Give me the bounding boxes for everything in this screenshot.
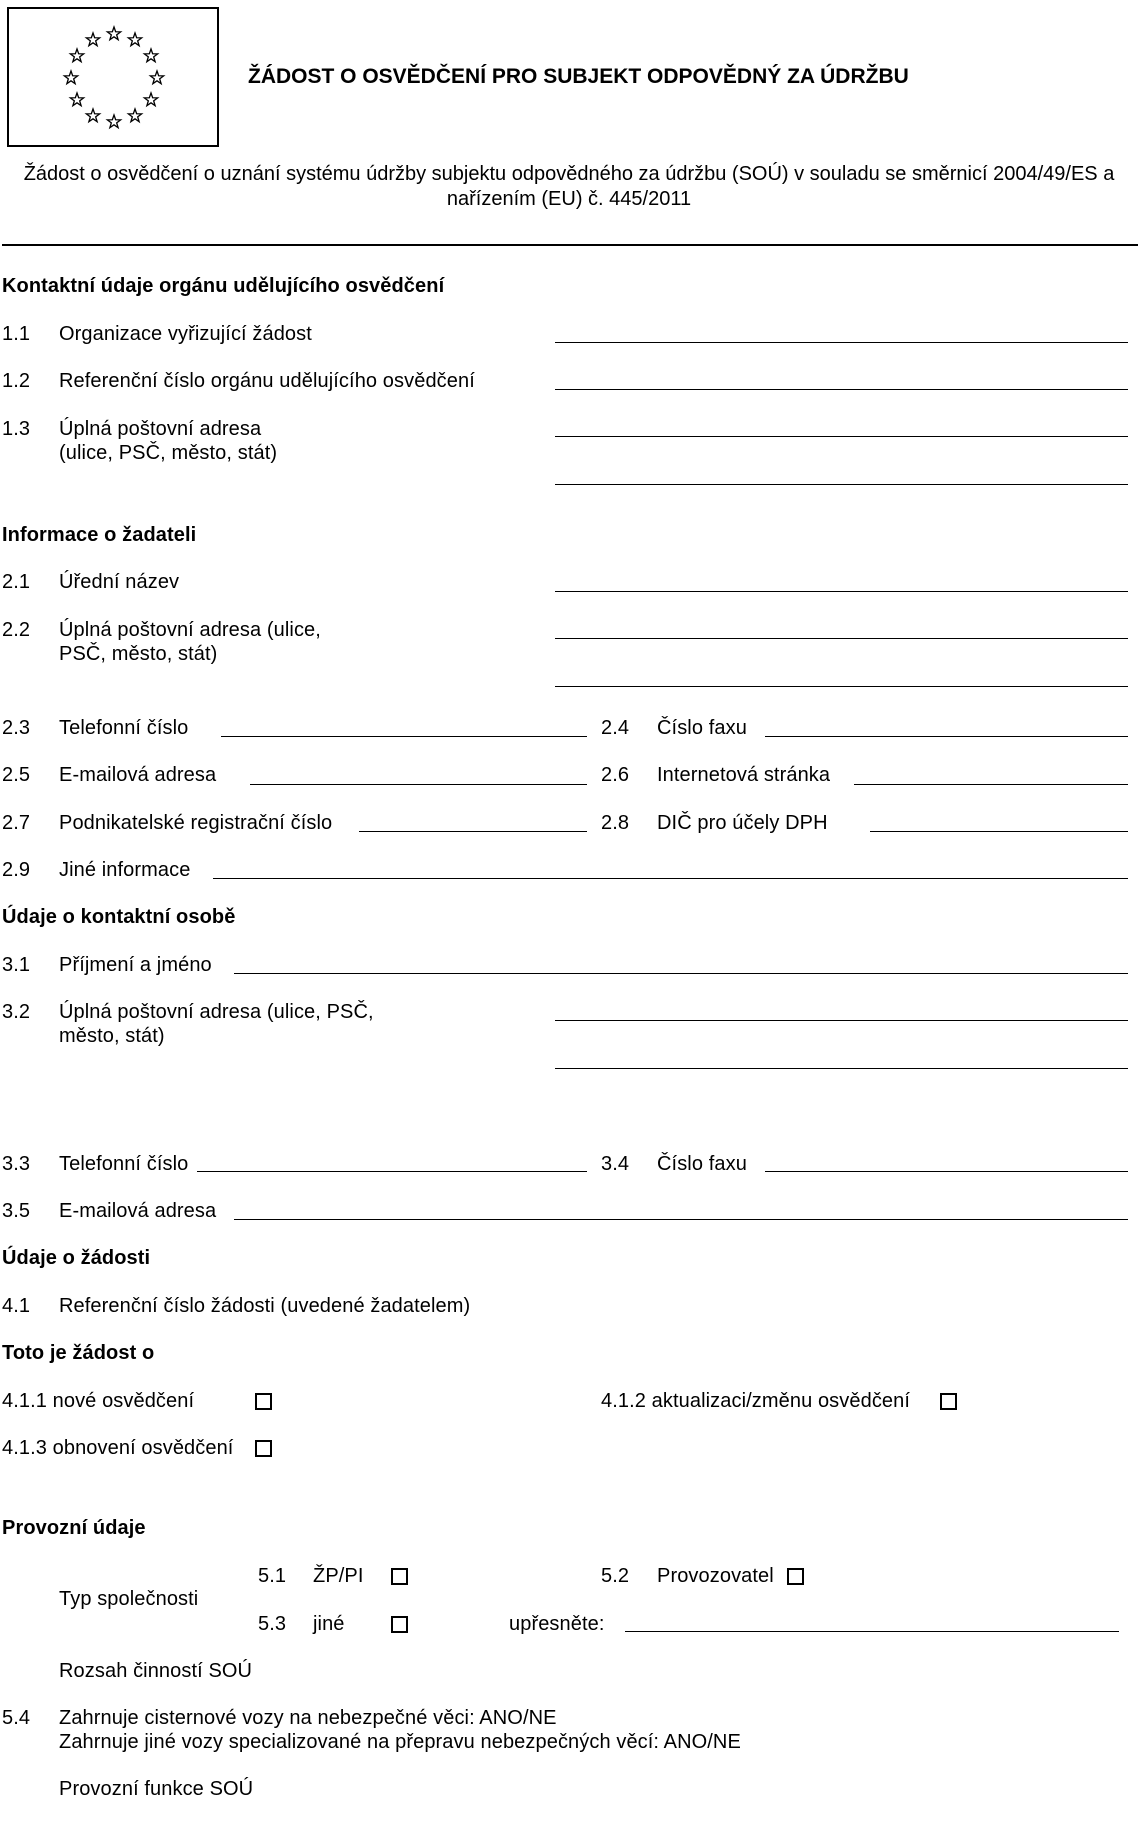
- section2-heading: Informace o žadateli: [2, 524, 197, 546]
- field-1-2-line[interactable]: [555, 389, 1128, 390]
- field-1-2-number: 1.2: [2, 370, 31, 392]
- star-icon: [128, 109, 141, 122]
- field-2-7-number: 2.7: [2, 812, 31, 834]
- field-2-6-line[interactable]: [854, 784, 1128, 785]
- field-2-1-number: 2.1: [2, 571, 31, 593]
- field-3-1-label: Příjmení a jméno: [59, 954, 212, 976]
- field-1-3-label-2: (ulice, PSČ, město, stát): [59, 442, 278, 464]
- field-3-5-label: E-mailová adresa: [59, 1200, 217, 1222]
- field-2-6-number: 2.6: [601, 764, 630, 786]
- scope-label: Rozsah činností SOÚ: [59, 1660, 253, 1682]
- eu-stars-icon: [9, 9, 217, 145]
- star-icon: [86, 109, 99, 122]
- company-type-label: Typ společnosti: [59, 1588, 199, 1610]
- star-icon: [128, 33, 141, 46]
- field-3-2-label: Úplná poštovní adresa (ulice, PSČ,: [59, 1001, 374, 1023]
- field-3-2-label-2: město, stát): [59, 1025, 165, 1047]
- field-2-4-line[interactable]: [765, 736, 1128, 737]
- field-2-9-number: 2.9: [2, 859, 31, 881]
- field-2-9-line[interactable]: [213, 878, 1128, 879]
- field-3-3-number: 3.3: [2, 1153, 31, 1175]
- field-3-3-label: Telefonní číslo: [59, 1153, 189, 1175]
- star-icon: [144, 93, 157, 106]
- field-5-4-line-2: Zahrnuje jiné vozy specializované na přepravu nebezpečných věcí: ANO/NE: [59, 1731, 741, 1753]
- section4-heading: Údaje o žádosti: [2, 1247, 151, 1269]
- star-icon: [144, 49, 157, 62]
- field-3-5-line[interactable]: [234, 1219, 1128, 1220]
- field-2-8-number: 2.8: [601, 812, 630, 834]
- star-icon: [70, 49, 83, 62]
- field-3-2-number: 3.2: [2, 1001, 31, 1023]
- field-2-4-label: Číslo faxu: [657, 717, 747, 739]
- field-2-8-line[interactable]: [870, 831, 1128, 832]
- field-4-1-1-checkbox[interactable]: [255, 1393, 272, 1410]
- field-2-2-label-2: PSČ, město, stát): [59, 643, 218, 665]
- field-3-4-number: 3.4: [601, 1153, 630, 1175]
- field-2-2-line-1[interactable]: [555, 638, 1128, 639]
- field-3-1-line[interactable]: [234, 973, 1128, 974]
- field-5-3-number: 5.3: [258, 1613, 287, 1635]
- section4-subheading: Toto je žádost o: [2, 1342, 155, 1364]
- specify-line[interactable]: [625, 1631, 1119, 1632]
- field-2-6-label: Internetová stránka: [657, 764, 831, 786]
- field-4-1-3-checkbox[interactable]: [255, 1440, 272, 1457]
- field-1-2-label: Referenční číslo orgánu udělujícího osvědčení: [59, 370, 475, 392]
- field-2-3-label: Telefonní číslo: [59, 717, 189, 739]
- field-3-4-line[interactable]: [765, 1171, 1128, 1172]
- field-3-4-label: Číslo faxu: [657, 1153, 747, 1175]
- subtitle-line-2: nařízením (EU) č. 445/2011: [446, 188, 692, 210]
- section5-heading: Provozní údaje: [2, 1517, 146, 1539]
- field-4-1-1-label: 4.1.1 nové osvědčení: [2, 1390, 195, 1412]
- star-icon: [70, 93, 83, 106]
- field-4-1-2-label: 4.1.2 aktualizaci/změnu osvědčení: [601, 1390, 911, 1412]
- field-5-1-number: 5.1: [258, 1565, 287, 1587]
- field-3-3-line[interactable]: [197, 1171, 587, 1172]
- star-icon: [64, 71, 77, 84]
- star-icon: [86, 33, 99, 46]
- field-2-2-line-2[interactable]: [555, 686, 1128, 687]
- field-1-1-number: 1.1: [2, 323, 31, 345]
- field-2-7-label: Podnikatelské registrační číslo: [59, 812, 333, 834]
- field-2-3-number: 2.3: [2, 717, 31, 739]
- form-subtitle: [2, 162, 1136, 212]
- functions-label: Provozní funkce SOÚ: [59, 1778, 254, 1800]
- field-1-3-label: Úplná poštovní adresa: [59, 418, 262, 440]
- form-title: ŽÁDOST O OSVĚDČENÍ PRO SUBJEKT ODPOVĚDNÝ ZA ÚDRŽBU: [248, 65, 909, 88]
- field-2-8-label: DIČ pro účely DPH: [657, 812, 828, 834]
- field-4-1-label: Referenční číslo žádosti (uvedené žadatelem): [59, 1295, 471, 1317]
- field-3-2-line-1[interactable]: [555, 1020, 1128, 1021]
- subtitle-line-1: Žádost o osvědčení o uznání systému údržby subjektu odpovědného za údržbu (SOÚ) v souladu se směrnicí 2004/49/ES a: [23, 163, 1115, 185]
- field-5-3-checkbox[interactable]: [391, 1616, 408, 1633]
- field-2-5-label: E-mailová adresa: [59, 764, 217, 786]
- field-2-2-label: Úplná poštovní adresa (ulice,: [59, 619, 321, 641]
- field-4-1-2-checkbox[interactable]: [940, 1393, 957, 1410]
- specify-label: upřesněte:: [509, 1613, 605, 1635]
- field-2-5-line[interactable]: [250, 784, 587, 785]
- field-5-1-label: ŽP/PI: [313, 1565, 364, 1587]
- field-5-2-checkbox[interactable]: [787, 1568, 804, 1585]
- section3-heading: Údaje o kontaktní osobě: [2, 906, 236, 928]
- field-1-3-line-1[interactable]: [555, 436, 1128, 437]
- field-1-1-line[interactable]: [555, 342, 1128, 343]
- field-2-9-label: Jiné informace: [59, 859, 191, 881]
- field-4-1-number: 4.1: [2, 1295, 31, 1317]
- field-5-3-label: jiné: [313, 1613, 345, 1635]
- star-icon: [150, 71, 163, 84]
- field-3-5-number: 3.5: [2, 1200, 31, 1222]
- field-2-4-number: 2.4: [601, 717, 630, 739]
- field-2-1-line[interactable]: [555, 591, 1128, 592]
- field-5-2-number: 5.2: [601, 1565, 630, 1587]
- field-2-3-line[interactable]: [221, 736, 587, 737]
- field-5-4-line-1: Zahrnuje cisternové vozy na nebezpečné věci: ANO/NE: [59, 1707, 557, 1729]
- field-5-1-checkbox[interactable]: [391, 1568, 408, 1585]
- section1-heading: Kontaktní údaje orgánu udělujícího osvědčení: [2, 275, 445, 297]
- star-icon: [107, 115, 120, 128]
- star-icon: [107, 27, 120, 40]
- field-3-1-number: 3.1: [2, 954, 31, 976]
- field-2-2-number: 2.2: [2, 619, 31, 641]
- eu-flag-logo: [7, 7, 219, 147]
- field-1-3-line-2[interactable]: [555, 484, 1128, 485]
- field-5-4-number: 5.4: [2, 1707, 31, 1729]
- field-2-5-number: 2.5: [2, 764, 31, 786]
- field-5-2-label: Provozovatel: [657, 1565, 774, 1587]
- field-2-7-line[interactable]: [359, 831, 587, 832]
- header-divider: [2, 244, 1138, 246]
- field-4-1-3-label: 4.1.3 obnovení osvědčení: [2, 1437, 234, 1459]
- field-1-3-number: 1.3: [2, 418, 31, 440]
- field-1-1-label: Organizace vyřizující žádost: [59, 323, 312, 345]
- field-3-2-line-2[interactable]: [555, 1068, 1128, 1069]
- field-2-1-label: Úřední název: [59, 571, 180, 593]
